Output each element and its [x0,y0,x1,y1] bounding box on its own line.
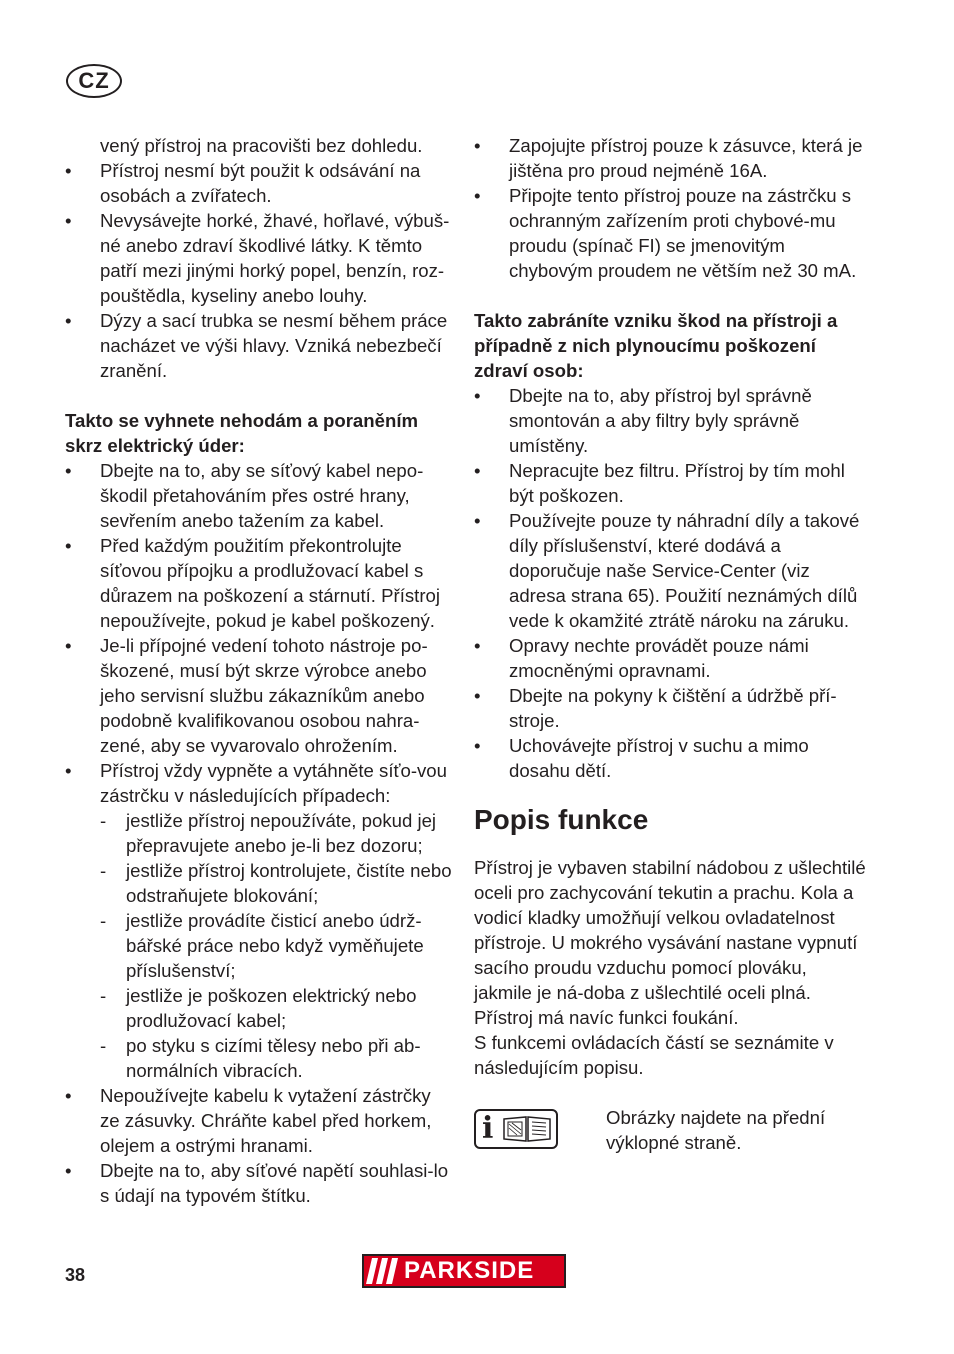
function-paragraph-2: S funkcemi ovládacích částí se seznámite v následujícím popisu. [474,1032,834,1078]
list-item: • Nepoužívejte kabelu k vytažení zástrčky ze zásuvky. Chráňte kabel před horkem, olejem a ostrými hranami. [65,1085,432,1156]
bullet-icon: • [65,160,72,181]
sub-list-item: - jestliže provádíte čisticí anebo údrž-bářské práce nebo když vyměňujete příslušenství; [100,910,424,981]
bullet-icon: • [474,510,481,531]
dash-icon: - [100,860,107,881]
continuation-text: vený přístroj na pracovišti bez dohledu. [100,135,423,156]
sub-list-item: - po styku s cizími tělesy nebo při ab-normálních vibracích. [100,1035,421,1081]
safety-heading: Takto se vyhnete nehodám a poraněním skrz elektrický úder: [65,410,419,456]
info-book-icon [474,1109,558,1149]
list-item: • Připojte tento přístroj pouze na zástrčku s ochranným zařízením proti chybové-mu proudu (spínač FI) se jmenovitým chybovým proudem ne větším než 30 mA. [474,185,857,281]
bullet-icon: • [474,460,481,481]
info-letter: i [482,1111,494,1146]
list-item: • Dbejte na to, aby přístroj byl správně smontován a aby filtry byly správně umístěny. [474,385,812,456]
list-item: • Opravy nechte provádět pouze námi zmocněnými opravnami. [474,635,809,681]
dash-icon: - [100,1035,107,1056]
bullet-icon: • [474,385,481,406]
bullet-icon: • [65,210,72,231]
sub-list-item: - jestliže je poškozen elektrický nebo prodlužovací kabel; [100,985,417,1031]
list-item: • Nepracujte bez filtru. Přístroj by tím mohl být poškozen. [474,460,845,506]
bullet-icon: • [474,185,481,206]
list-item: • Přístroj vždy vypněte a vytáhněte síťo-vou zástrčku v následujících případech: [65,760,447,806]
list-item: • Přístroj nesmí být použit k odsávání na osobách a zvířatech. [65,160,421,206]
damage-heading: Takto zabráníte vzniku škod na přístroji a případně z nich plynoucímu poškození zdraví osob: [474,310,838,381]
list-item: • Nevysávejte horké, žhavé, hořlavé, výbuš-né anebo zdraví škodlivé látky. K těmto patří mezi jinými horký popel, benzín, roz-pouštědla, kyseliny anebo louhy. [65,210,450,306]
info-note [474,1105,869,1165]
info-text: Obrázky najdete na přední výklopné straně. [606,1107,826,1153]
sub-list-item: - jestliže přístroj nepoužíváte, pokud jej přepravujete anebo je-li bez dozoru; [100,810,437,856]
dash-icon: - [100,985,107,1006]
bullet-icon: • [474,735,481,756]
section-title: Popis funkce [474,804,649,835]
function-paragraph: Přístroj je vybaven stabilní nádobou z ušlechtilé oceli pro zachycování tekutin a prachu. Kola a vodicí kladky umožňují velkou ovladatelnost přístroje. U mokrého vysávání nastane vypnutí sacího proudu vzduchu pomocí plováku, jakmile je ná-doba z ušlechtilé oceli plná. Přístroj má navíc funkci foukání. [474,857,866,1028]
list-item: • Před každým použitím překontrolujte síťovou přípojku a prodlužovací kabel s důrazem na poškození a stárnutí. Přístroj nepoužívejte, pokud je kabel poškozený. [65,535,441,631]
list-item: • Je-li přípojné vedení tohoto nástroje po-škozené, musí být skrze výrobce anebo jeho servisní službu zákazníkům anebo podobně kvalifikovanou osobou nahra-zené, aby se vyvarovalo ohrožením. [65,635,428,756]
bullet-icon: • [474,685,481,706]
dash-icon: - [100,810,107,831]
bullet-icon: • [65,1160,72,1181]
bullet-icon: • [65,535,72,556]
list-item: • Dbejte na pokyny k čištění a údržbě pří-stroje. [474,685,837,731]
list-item: • Dbejte na to, aby síťové napětí souhlasi-lo s údají na typovém štítku. [65,1160,449,1206]
open-book-icon [502,1116,552,1142]
bullet-icon: • [65,1085,72,1106]
bullet-icon: • [65,760,72,781]
bullet-icon: • [474,635,481,656]
sub-list-item: - jestliže přístroj kontrolujete, čistíte nebo odstraňujete blokování; [100,860,452,906]
logo-wordmark: PARKSIDE [404,1257,535,1284]
list-item: • Zapojujte přístroj pouze k zásuvce, která je jištěna pro proud nejméně 16A. [474,135,863,181]
parkside-logo [362,1254,566,1288]
bullet-icon: • [65,635,72,656]
page-number: 38 [65,1265,86,1285]
bullet-icon: • [65,460,72,481]
list-item: • Dbejte na to, aby se síťový kabel nepo-škodil přetahováním přes ostré hrany, sevřením anebo tažením za kabel. [65,460,424,531]
language-badge: CZ [66,64,122,98]
list-item: • Používejte pouze ty náhradní díly a takové díly příslušenství, které dodává a doporučuje naše Service-Center (viz adresa strana 65). Použití neznámých dílů vede k okamžité ztrátě nároku na záruku. [474,510,860,631]
right-column [474,133,869,1165]
list-item: • Uchovávejte přístroj v suchu a mimo dosahu dětí. [474,735,809,781]
logo-stripes-icon [364,1256,402,1286]
dash-icon: - [100,910,107,931]
bullet-icon: • [65,310,72,331]
list-item: • Dýzy a sací trubka se nesmí během práce nacházet ve výši hlavy. Vzniká nebezbečí zranění. [65,310,448,381]
left-column [65,133,455,1208]
bullet-icon: • [474,135,481,156]
